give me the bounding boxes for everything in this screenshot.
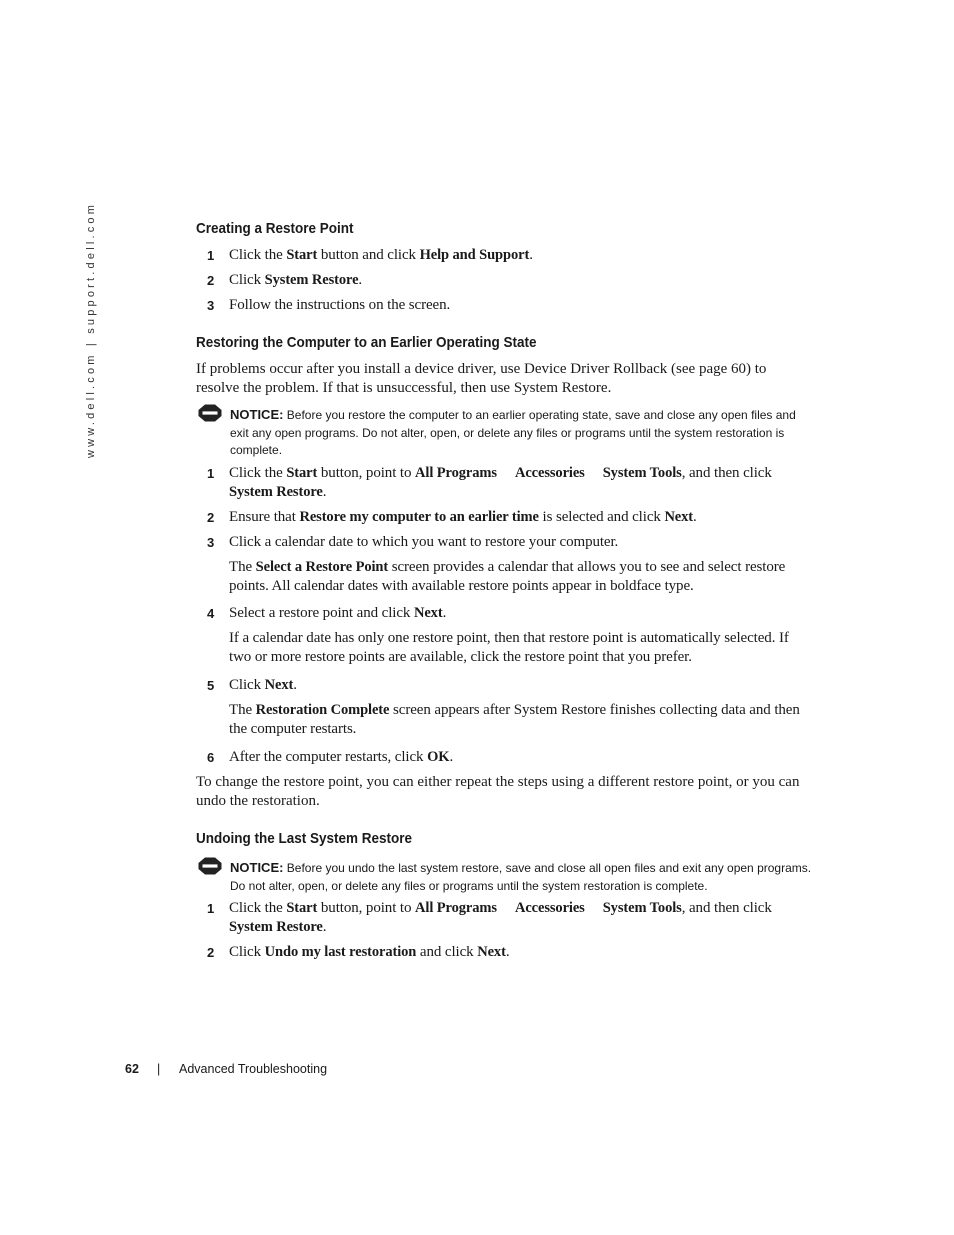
step-number: 1 bbox=[207, 466, 215, 481]
step-note: The Select a Restore Point screen provides a calendar that allows you to see and select restore points. All calendar dates with available restore points appear in boldface type. bbox=[229, 559, 786, 594]
section-heading-undo-restore: Undoing the Last System Restore bbox=[196, 830, 413, 847]
step-note: The Restoration Complete screen appears after System Restore finishes collecting data and then the computer restarts. bbox=[229, 702, 800, 737]
step-text: Select a restore point and click Next. bbox=[229, 605, 447, 621]
notice-icon bbox=[198, 857, 222, 875]
step-number: 3 bbox=[207, 298, 215, 313]
section-heading-create-restore-point: Creating a Restore Point bbox=[196, 220, 354, 237]
step-number: 1 bbox=[207, 248, 215, 263]
step-number: 4 bbox=[207, 606, 215, 621]
step-note: If a calendar date has only one restore point, then that restore point is automatically selected. If two or more restore points are available, click the restore point that you prefer. bbox=[229, 630, 789, 665]
notice-icon bbox=[198, 404, 222, 422]
intro-paragraph: If problems occur after you install a device driver, use Device Driver Rollback (see page 60) to resolve the problem. If that is unsuccessful, then use System Restore. bbox=[196, 361, 767, 396]
step-text: Click the Start button and click Help and Support. bbox=[229, 247, 533, 263]
step-number: 3 bbox=[207, 535, 215, 550]
step-text: Click the Start button, point to All Programs Accessories System Tools, and then click System Restore. bbox=[229, 465, 772, 500]
step-number: 2 bbox=[207, 510, 215, 525]
notice-restore: NOTICE: Before you restore the computer to an earlier operating state, save and close any open files and exit any open programs. Do not alter, open, or delete any files or programs until the system restoration is complete. bbox=[230, 407, 796, 457]
step-text: Ensure that Restore my computer to an earlier time is selected and click Next. bbox=[229, 509, 697, 525]
sidebar-url: www.dell.com | support.dell.com bbox=[85, 201, 97, 458]
step-number: 1 bbox=[207, 901, 215, 916]
outro-paragraph: To change the restore point, you can either repeat the steps using a different restore point, or you can undo the restoration. bbox=[196, 774, 800, 809]
step-text: Click Next. bbox=[229, 677, 297, 693]
section-heading-restore-earlier-state: Restoring the Computer to an Earlier Operating State bbox=[196, 334, 537, 351]
step-text: Follow the instructions on the screen. bbox=[229, 297, 451, 313]
step-number: 5 bbox=[207, 678, 215, 693]
notice-undo: NOTICE: Before you undo the last system restore, save and close all open files and exit any open programs. Do not alter, open, or delete any files or programs until the system restoration is complete. bbox=[230, 860, 812, 893]
step-number: 6 bbox=[207, 750, 215, 765]
footer-chapter-title: Advanced Troubleshooting bbox=[179, 1062, 328, 1076]
step-number: 2 bbox=[207, 945, 215, 960]
step-text: Click the Start button, point to All Programs Accessories System Tools, and then click System Restore. bbox=[229, 900, 772, 935]
step-text: Click Undo my last restoration and click Next. bbox=[229, 944, 510, 960]
footer-separator: | bbox=[157, 1062, 161, 1076]
page-number: 62 bbox=[125, 1062, 139, 1076]
step-text: After the computer restarts, click OK. bbox=[229, 749, 454, 765]
step-number: 2 bbox=[207, 273, 215, 288]
step-text: Click a calendar date to which you want to restore your computer. bbox=[229, 534, 619, 550]
step-text: Click System Restore. bbox=[229, 272, 363, 288]
